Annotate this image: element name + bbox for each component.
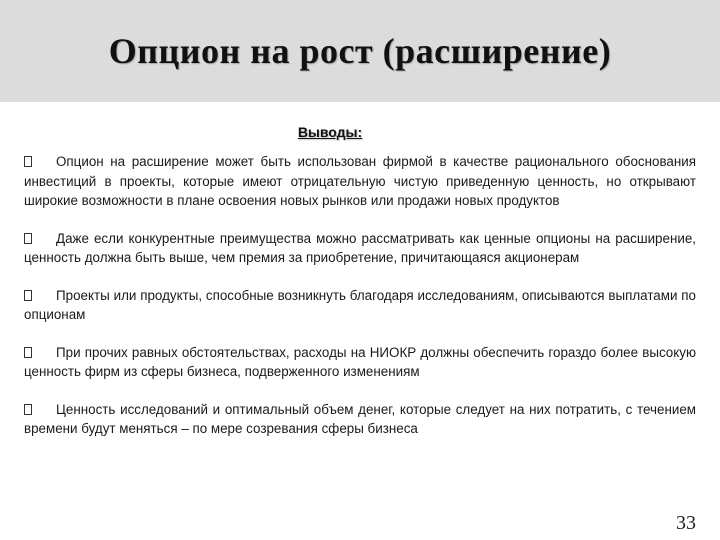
- list-item: [24, 343, 696, 382]
- bullet-icon: [24, 233, 32, 244]
- bullet-text: Проекты или продукты, способные возникнуть благодаря исследованиям, описываются выплатами по опционам: [24, 287, 696, 322]
- page-number: 33: [676, 512, 696, 534]
- bullet-list: [24, 152, 696, 457]
- list-item: [24, 286, 696, 325]
- bullet-icon: [24, 290, 32, 301]
- bullet-text: При прочих равных обстоятельствах, расходы на НИОКР должны обеспечить гораздо более высокую ценность фирм из сферы бизнеса, подверженного изменениям: [24, 344, 696, 379]
- list-item: [24, 400, 696, 439]
- bullet-text: Ценность исследований и оптимальный объем денег, которые следует на них потратить, с течением времени будут меняться – по мере созревания сферы бизнеса: [24, 401, 696, 436]
- title-banner: [0, 0, 720, 102]
- bullet-icon: [24, 404, 32, 415]
- list-item: [24, 229, 696, 268]
- bullet-icon: [24, 156, 32, 167]
- bullet-text: Опцион на расширение может быть использован фирмой в качестве рационального обоснования инвестиций в проекты, которые имеют отрицательную чистую приведенную ценность, но открывают широкие возможности в плане освоения новых рынков или продажи новых продуктов: [24, 154, 696, 208]
- list-item: [24, 152, 696, 211]
- page-title: Опцион на рост (расширение): [108, 31, 612, 71]
- conclusions-heading: Выводы:: [297, 124, 363, 140]
- bullet-text: Даже если конкурентные преимущества можно рассматривать как ценные опционы на расширение, ценность должна быть выше, чем премия за приобретение, причитающаяся акционерам: [24, 230, 696, 265]
- bullet-icon: [24, 347, 32, 358]
